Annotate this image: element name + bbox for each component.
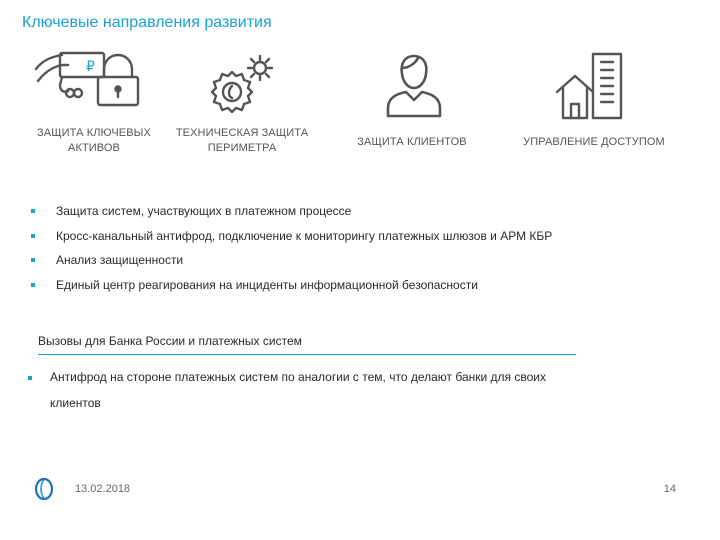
building-home-icon — [555, 50, 627, 122]
money-lock-icon — [34, 45, 144, 107]
page-title: Ключевые направления развития — [22, 14, 272, 31]
list-item: Защита систем, участвующих в платежном процессе — [28, 203, 668, 228]
list-item: Кросс-канальный антифрод, подключение к мониторингу платежных шлюзов и АРМ КБР — [28, 228, 668, 253]
footer-date: 13.02.2018 — [75, 483, 131, 495]
list-item: Анализ защищенности — [28, 252, 668, 277]
challenges-heading: Вызовы для Банка России и платежных систем — [38, 334, 302, 348]
category-label-access: УПРАВЛЕНИЕ ДОСТУПОМ — [523, 136, 665, 148]
category-label-clients: ЗАЩИТА КЛИЕНТОВ — [357, 136, 467, 148]
company-logo-icon — [34, 478, 54, 500]
list-item: Единый центр реагирования на инциденты информационной безопасности — [28, 277, 668, 302]
category-label-key-assets: ЗАЩИТА КЛЮЧЕВЫХ АКТИВОВ — [37, 127, 151, 154]
key-directions-list — [28, 203, 668, 301]
list-item: Антифрод на стороне платежных систем по аналогии с тем, что делают банки для своих клиентов — [28, 371, 588, 416]
bullet-marker — [28, 376, 32, 380]
svg-text:₽: ₽ — [86, 59, 95, 75]
person-icon — [384, 52, 444, 118]
page-number: 14 — [663, 483, 676, 495]
divider — [38, 354, 576, 355]
gears-icon — [210, 52, 278, 114]
category-label-perimeter: ТЕХНИЧЕСКАЯ ЗАЩИТА ПЕРИМЕТРА — [175, 127, 309, 154]
